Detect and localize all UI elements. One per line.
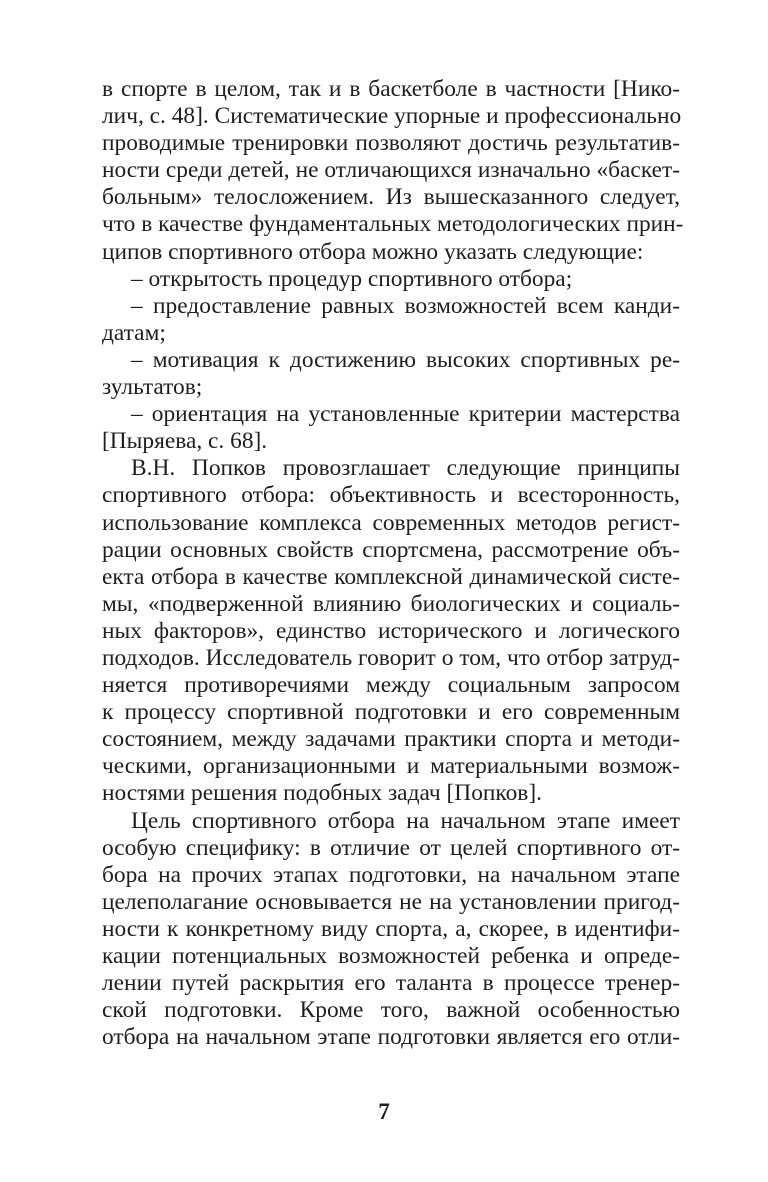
page-text [102,76,684,1051]
text-line: подходов. Исследователь говорит о том, что отбор затруд- [102,644,680,671]
text-line: спортивного отбора: объективность и всесторонность, [102,482,680,509]
text-line: [Пыряева, с. 68]. [102,428,268,455]
text-line: отбора на начальном этапе подготовки является его отли- [102,1024,680,1051]
text-line: особую специфику: в отличие от целей спортивного от- [102,834,680,861]
text-line: кации потенциальных возможностей ребенка и опреде- [102,943,680,969]
text-line: целеполагание основывается не на установлении пригод- [102,888,680,915]
text-line: в спорте в целом, так и в баскетболе в частности [Нико- [102,76,680,102]
text-line: ностями решения подобных задач [Попков]. [102,780,542,807]
text-line: датам; [102,319,166,346]
text-line: проводимые тренировки позволяют достичь результатив- [102,130,680,157]
text-line: – ориентация на установленные критерии мастерства [131,401,680,428]
text-line: ности среди детей, не отличающихся изначально «баскет- [102,157,680,184]
text-line: екта отбора в качестве комплексной динамической систе- [102,563,680,590]
text-line: лении путей раскрытия его таланта в процессе тренер- [102,970,680,997]
text-line: что в качестве фундаментальных методологических прин- [102,211,684,238]
text-line: Цель спортивного отбора на начальном этапе имеет [131,807,680,834]
text-line: – открытость процедур спортивного отбора; [131,265,573,292]
text-line: – предоставление равных возможностей всем канди- [131,292,680,319]
text-line: больным» телосложением. Из вышесказанного следует, [102,184,680,211]
text-line: к процессу спортивной подготовки и его современным [102,699,680,726]
text-line: зультатов; [102,374,203,401]
text-line: ской подготовки. Кроме того, важной особенностью [102,997,680,1024]
text-line: ческими, организационными и материальными возмож- [102,753,680,780]
text-line: состоянием, между задачами практики спорта и методи- [102,726,680,753]
text-line: няется противоречиями между социальным запросом [102,672,680,699]
text-line: ципов спортивного отбора можно указать следующие: [102,238,644,265]
text-line: мы, «подверженной влиянию биологических и социаль- [102,590,680,617]
text-line: В.Н. Попков провозглашает следующие принципы [131,455,680,482]
page-number: 7 [378,1099,390,1124]
text-line: лич, с. 48]. Систематические упорные и профессионально [102,103,682,130]
text-line: бора на прочих этапах подготовки, на начальном этапе [102,861,680,888]
text-line: рации основных свойств спортсмена, рассмотрение объ- [102,536,680,563]
text-line: ных факторов», единство исторического и логического [102,617,680,644]
text-line: ности к конкретному виду спорта, а, скорее, в идентифи- [102,915,680,942]
text-line: – мотивация к достижению высоких спортивных ре- [131,346,680,373]
text-line: использование комплекса современных методов регист- [102,509,680,536]
